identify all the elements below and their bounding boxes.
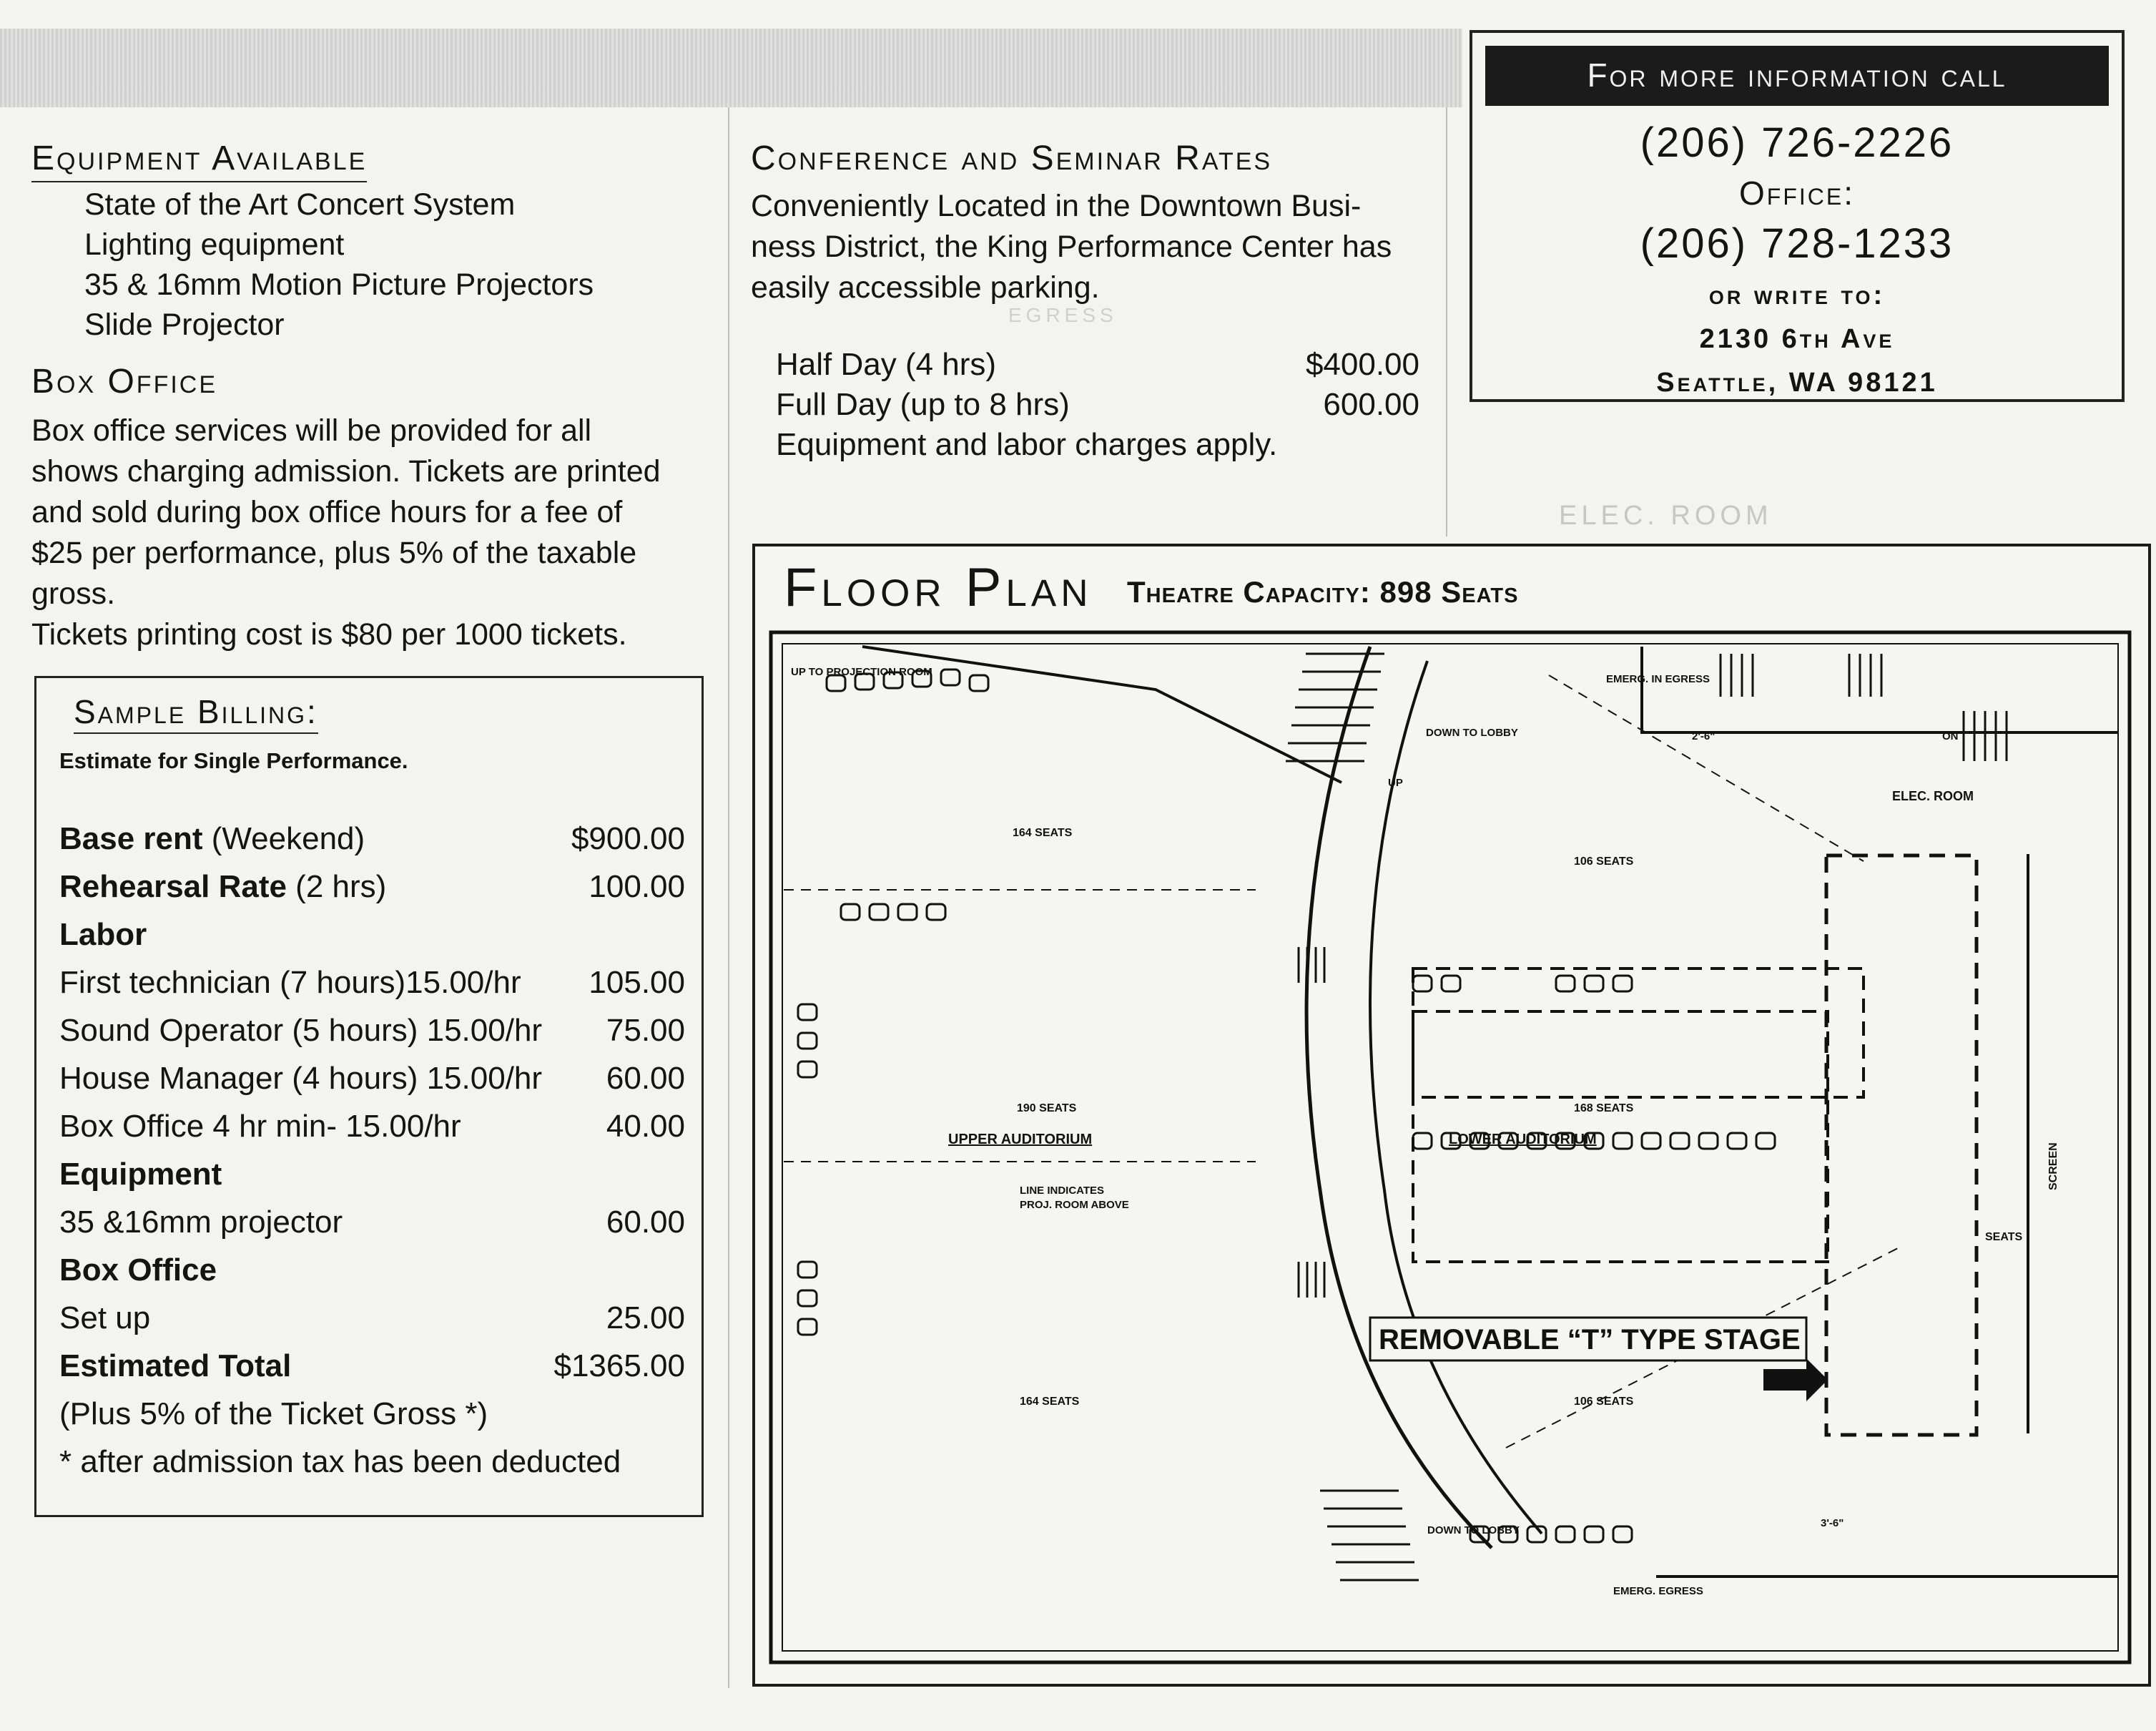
billing-row-label (59, 1396, 488, 1432)
billing-row-label (59, 869, 386, 905)
box-office-line: $25 per performance, plus 5% of the taxable (31, 536, 637, 570)
billing-row-value: 75.00 (606, 1013, 685, 1048)
billing-title: Sample Billing: (74, 692, 318, 734)
billing-row (59, 1348, 685, 1391)
billing-row-text: (Weekend) (202, 821, 365, 856)
label-lower-auditorium: LOWER AUDITORIUM (1449, 1132, 1597, 1147)
billing-row (59, 1109, 685, 1152)
label-screen: SCREEN (2047, 1142, 2059, 1190)
floor-plan-title: Floor Plan (784, 557, 1093, 618)
billing-row (59, 1444, 685, 1487)
rate-note: Equipment and labor charges apply. (776, 427, 1278, 462)
label-168-seats: 168 SEATS (1574, 1102, 1634, 1114)
lower-front-section (1413, 969, 1864, 1097)
upper-angled-wall (862, 647, 1342, 783)
floor-plan-panel (752, 544, 2151, 1687)
conference-line: ness District, the King Performance Center has (751, 230, 1392, 264)
billing-row-bold: Base rent (59, 821, 203, 856)
stage-arrow-icon (1763, 1358, 1828, 1401)
box-office-heading: Box Office (31, 363, 218, 401)
rate-full-day (776, 387, 1419, 427)
billing-row-label (59, 1444, 621, 1480)
billing-row-text: First technician (7 hours)15.00/hr (59, 965, 521, 1000)
billing-row (59, 1205, 685, 1247)
label-up: UP (1388, 777, 1403, 789)
billing-row (59, 965, 685, 1008)
write-label: or write to: (1708, 280, 1886, 310)
billing-row (59, 1061, 685, 1104)
box-office-line: and sold during box office hours for a fee of (31, 495, 623, 529)
billing-row (59, 1396, 685, 1439)
billing-row-text: Set up (59, 1300, 151, 1335)
billing-row-label (59, 1205, 343, 1240)
box-office-line: shows charging admission. Tickets are printed (31, 454, 661, 489)
box-office-line: Tickets printing cost is $80 per 1000 tickets. (31, 617, 627, 652)
billing-row (59, 917, 685, 960)
billing-row (59, 821, 685, 864)
label-projection-room: UP TO PROJECTION ROOM (791, 666, 932, 678)
stage-area (1826, 855, 1977, 1435)
billing-row (59, 1013, 685, 1056)
rate-value: 600.00 (1323, 387, 1419, 422)
stairs-upper (1286, 654, 1384, 761)
angled-dashed-line (1549, 675, 1864, 861)
rate-label: Half Day (4 hrs) (776, 347, 997, 382)
billing-row (59, 1252, 685, 1295)
faint-elec-room-label: ELEC. ROOM (1559, 501, 1773, 531)
billing-row-label (59, 917, 147, 953)
phone-office: (206) 728-1233 (1640, 220, 1954, 267)
billing-row-label (59, 965, 521, 1001)
billing-row-value: $900.00 (571, 821, 685, 856)
box-office-text (31, 411, 661, 655)
label-elec-room: ELEC. ROOM (1892, 789, 1974, 803)
billing-row-label (59, 1300, 150, 1336)
box-office-line: Box office services will be provided for all (31, 413, 592, 448)
contact-banner: For more information call (1485, 46, 2109, 106)
billing-row-bold: Box Office (59, 1252, 217, 1288)
billing-row (59, 1157, 685, 1200)
billing-row-text: Box Office 4 hr min- 15.00/hr (59, 1109, 461, 1144)
equipment-item: 35 & 16mm Motion Picture Projectors (84, 268, 594, 302)
stairs-egress (1721, 654, 2007, 761)
billing-row-label (59, 821, 365, 857)
billing-row-label (59, 1348, 291, 1384)
contact-box (1470, 30, 2125, 402)
conference-line: Conveniently Located in the Downtown Busi- (751, 189, 1362, 223)
sample-billing-box (34, 676, 704, 1517)
conference-heading: Conference and Seminar Rates (751, 139, 1273, 177)
billing-row-value: 100.00 (589, 869, 685, 904)
label-on: ON (1942, 730, 1959, 742)
equipment-heading: Equipment Available (31, 139, 367, 182)
billing-row-value: 60.00 (606, 1061, 685, 1096)
label-removable-stage: REMOVABLE “T” TYPE STAGE (1379, 1324, 1801, 1355)
billing-row-bold: Estimated Total (59, 1348, 292, 1383)
billing-row-bold: Labor (59, 917, 147, 952)
faint-egress-label: EGRESS (1008, 304, 1118, 326)
label-106-seats-bottom: 106 SEATS (1574, 1396, 1634, 1408)
label-164-seats-bottom: 164 SEATS (1020, 1396, 1080, 1408)
label-seats: SEATS (1985, 1231, 2023, 1243)
billing-row-bold: Equipment (59, 1157, 222, 1192)
label-dimension: 3'-6" (1821, 1517, 1844, 1529)
label-106-seats-top: 106 SEATS (1574, 855, 1634, 868)
billing-row-label (59, 1061, 542, 1097)
floor-plan-drawing (755, 546, 2148, 1684)
label-line-indicates: LINE INDICATES (1020, 1185, 1105, 1197)
label-down-to-lobby-bottom: DOWN TO LOBBY (1427, 1524, 1520, 1536)
label-164-seats-top: 164 SEATS (1013, 827, 1073, 839)
equipment-item: State of the Art Concert System (84, 187, 516, 222)
billing-row-text: House Manager (4 hours) 15.00/hr (59, 1061, 543, 1096)
label-down-to-lobby: DOWN TO LOBBY (1426, 727, 1518, 739)
billing-row-text: * after admission tax has been deducted (59, 1444, 621, 1479)
billing-row-text: (2 hrs) (286, 869, 387, 904)
phone-main: (206) 726-2226 (1640, 119, 1954, 166)
billing-row-value: 105.00 (589, 965, 685, 1000)
billing-row-label (59, 1013, 542, 1049)
office-label: Office: (1739, 175, 1855, 212)
rate-value: $400.00 (1305, 347, 1419, 382)
billing-row-value: $1365.00 (553, 1348, 685, 1383)
elec-room-wall (1642, 647, 2118, 732)
column-divider-right (1446, 107, 1447, 536)
billing-row-label (59, 1157, 222, 1192)
equipment-list (84, 185, 594, 345)
billing-row-text: Sound Operator (5 hours) 15.00/hr (59, 1013, 543, 1048)
outer-wall (771, 632, 2130, 1662)
label-dimension-2: 2'-6" (1692, 730, 1716, 742)
billing-row-value: 25.00 (606, 1300, 685, 1335)
upper-aisles (784, 890, 1256, 1162)
billing-row-label (59, 1252, 217, 1288)
billing-row-value: 40.00 (606, 1109, 685, 1144)
billing-row-bold: Rehearsal Rate (59, 869, 287, 904)
rate-half-day (776, 347, 1419, 387)
billing-row (59, 1300, 685, 1343)
address-line-2: Seattle, WA 98121 (1656, 368, 1938, 398)
equipment-item: Lighting equipment (84, 227, 345, 262)
billing-row-label (59, 1109, 461, 1144)
billing-row-text: 35 &16mm projector (59, 1205, 343, 1240)
label-190-seats: 190 SEATS (1017, 1102, 1077, 1114)
rate-label: Full Day (up to 8 hrs) (776, 387, 1070, 422)
billing-subtitle: Estimate for Single Performance. (59, 748, 408, 773)
column-divider-left (728, 107, 729, 1688)
label-upper-auditorium: UPPER AUDITORIUM (948, 1132, 1093, 1147)
header-texture-band (0, 29, 1462, 107)
billing-row (59, 869, 685, 912)
equipment-item: Slide Projector (84, 308, 285, 342)
theatre-capacity: Theatre Capacity: 898 Seats (1127, 575, 1519, 609)
label-emerg-egress-bottom: EMERG. EGRESS (1613, 1585, 1703, 1597)
conference-text (751, 186, 1392, 308)
box-office-line: gross. (31, 577, 116, 611)
label-proj-room-above: PROJ. ROOM ABOVE (1020, 1199, 1129, 1211)
conference-line: easily accessible parking. (751, 270, 1100, 305)
stairs-lower (1320, 1491, 1419, 1580)
address-line-1: 2130 6th Ave (1699, 324, 1895, 354)
billing-row-text: (Plus 5% of the Ticket Gross *) (59, 1396, 488, 1431)
billing-row-value: 60.00 (606, 1205, 685, 1240)
label-emerg-egress-top: EMERG. IN EGRESS (1606, 673, 1710, 685)
